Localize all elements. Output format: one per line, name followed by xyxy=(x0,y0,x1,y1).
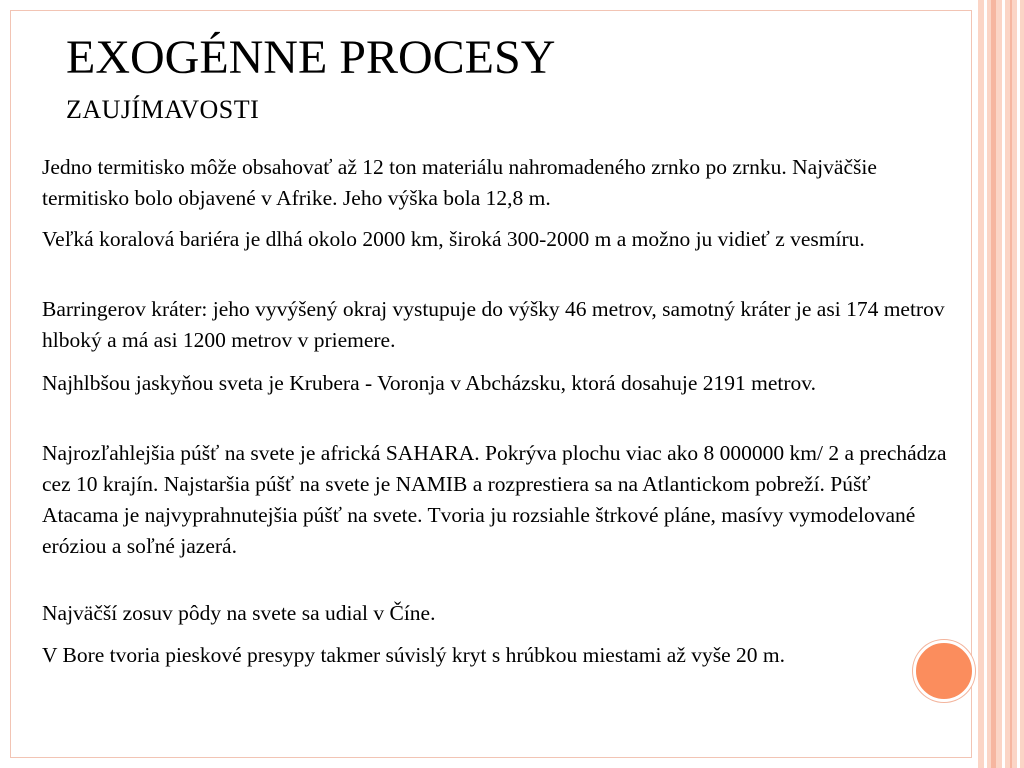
decorative-stripe xyxy=(1017,0,1020,768)
decorative-stripe xyxy=(984,0,987,768)
slide-subtitle: ZAUJÍMAVOSTI xyxy=(66,95,260,124)
decorative-stripe xyxy=(1010,0,1012,768)
paragraph-barringer-crater: Barringerov kráter: jeho vyvýšený okraj vystupuje do výšky 46 metrov, samotný kráter je asi 174 metrov hlboký a má asi 1200 metrov v priemere. xyxy=(42,297,945,352)
decorative-stripe xyxy=(1002,0,1005,768)
paragraph-dunes: V Bore tvoria pieskové presypy takmer súvislý kryt s hrúbkou miestami až vyše 20 m. xyxy=(42,643,786,667)
decorative-circle xyxy=(913,640,975,702)
paragraph-coral-reef: Veľká koralová bariéra je dlhá okolo 2000 km, široká 300-2000 m a možno ju vidieť z vesmíru. xyxy=(42,227,865,251)
slide-title: EXOGÉNNE PROCESY xyxy=(66,31,556,84)
paragraph-deserts: Najrozľahlejšia púšť na svete je africká SAHARA. Pokrýva plochu viac ako 8 000000 km/ 2 a prechádza cez 10 krajín. Najstaršia púšť na svete je NAMIB a rozprestiera sa na Atlantickom pobreží. Púšť Atacama je najvyprahnutejšia púšť na svete. Tvoria ju rozsiahle štrkové pláne, masívy vymodelované eróziou a soľné jazerá. xyxy=(42,441,947,558)
paragraph-deepest-cave: Najhlbšou jaskyňou sveta je Krubera - Voronja v Abcházsku, ktorá dosahuje 2191 metrov. xyxy=(42,371,817,395)
paragraph-termite-mound: Jedno termitisko môže obsahovať až 12 ton materiálu nahromadeného zrnko po zrnku. Najväčšie termitisko bolo objavené v Afrike. Jeho výška bola 12,8 m. xyxy=(42,155,877,210)
decorative-stripe xyxy=(991,0,996,768)
paragraph-landslide: Najväčší zosuv pôdy na svete sa udial v Číne. xyxy=(42,601,436,625)
